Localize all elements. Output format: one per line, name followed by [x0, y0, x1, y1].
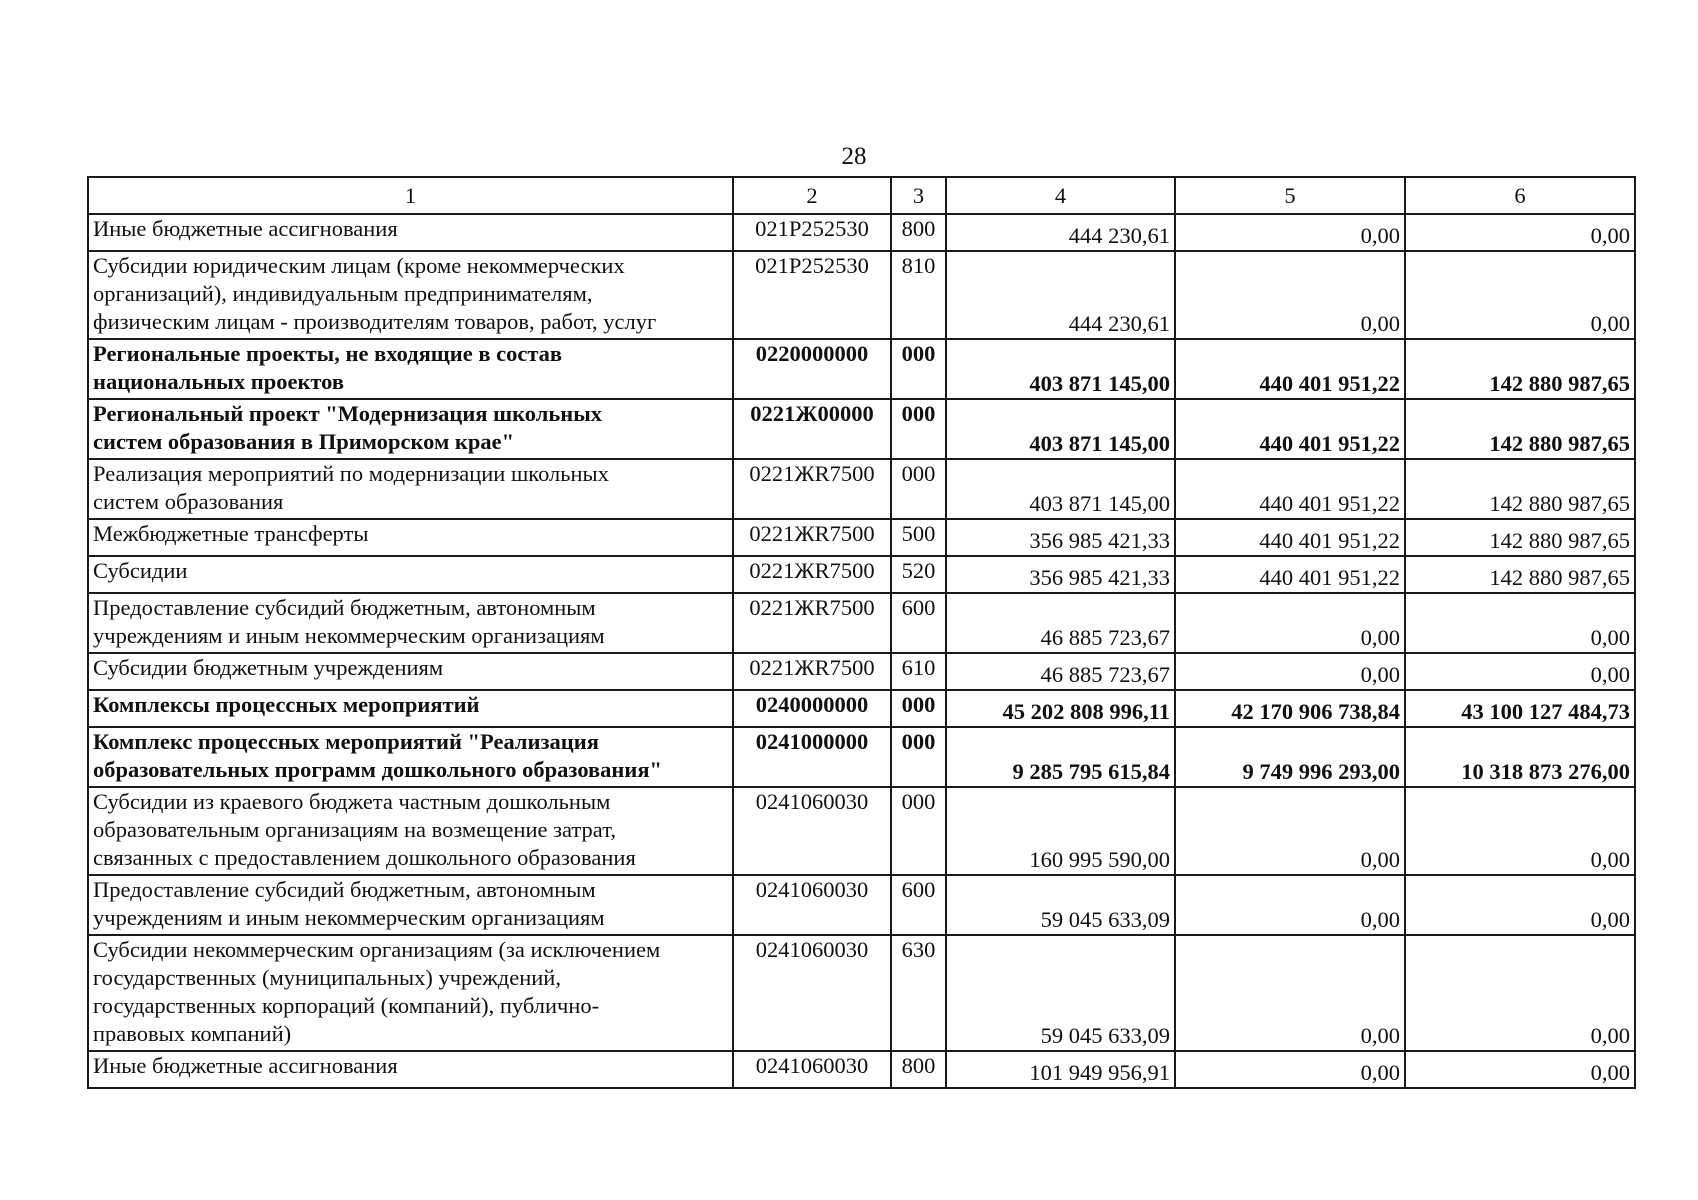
row-name-cell [88, 727, 733, 787]
row-code-cell: 0221ЖR7500 [733, 593, 891, 653]
row-name-line: Комплексы процессных мероприятий [93, 692, 480, 717]
row-type-cell: 000 [891, 787, 946, 875]
row-code-cell: 0221ЖR7500 [733, 459, 891, 519]
row-name-line: Реализация мероприятий по модернизации школьных [93, 461, 609, 486]
row-code-cell: 0241060030 [733, 787, 891, 875]
row-amount-col5: 440 401 951,22 [1175, 339, 1405, 399]
row-amount-col5: 0,00 [1175, 787, 1405, 875]
row-amount-col4: 46 885 723,67 [946, 653, 1175, 690]
row-code-cell: 0240000000 [733, 690, 891, 727]
row-name-line: Субсидии из краевого бюджета частным дошкольным [93, 789, 611, 814]
row-type-cell: 810 [891, 251, 946, 339]
table-row [88, 339, 1635, 399]
row-name-cell [88, 1051, 733, 1088]
row-type-cell: 520 [891, 556, 946, 593]
row-name-line: Иные бюджетные ассигнования [93, 1053, 398, 1078]
row-code-cell: 021P252530 [733, 214, 891, 251]
row-type-cell: 610 [891, 653, 946, 690]
row-type-cell: 800 [891, 1051, 946, 1088]
row-name-cell [88, 653, 733, 690]
row-name-line: национальных проектов [93, 369, 345, 394]
row-amount-col6: 142 880 987,65 [1405, 399, 1635, 459]
header-cell-1: 1 [88, 177, 733, 214]
row-name-cell [88, 459, 733, 519]
row-type-cell: 000 [891, 459, 946, 519]
row-name-line: образовательным организациям на возмещение затрат, [93, 817, 616, 842]
row-name-cell [88, 519, 733, 556]
row-amount-col5: 9 749 996 293,00 [1175, 727, 1405, 787]
header-cell-5: 5 [1175, 177, 1405, 214]
row-type-cell: 000 [891, 399, 946, 459]
row-name-line: Предоставление субсидий бюджетным, автономным [93, 877, 596, 902]
row-amount-col6: 0,00 [1405, 251, 1635, 339]
row-name-line: Межбюджетные трансферты [93, 521, 369, 546]
table-row [88, 593, 1635, 653]
row-name-cell [88, 556, 733, 593]
row-name-line: правовых компаний) [93, 1021, 292, 1046]
row-amount-col6: 0,00 [1405, 875, 1635, 935]
row-code-cell: 0221ЖR7500 [733, 556, 891, 593]
row-amount-col4: 46 885 723,67 [946, 593, 1175, 653]
row-amount-col4: 356 985 421,33 [946, 556, 1175, 593]
row-amount-col5: 0,00 [1175, 593, 1405, 653]
row-amount-col5: 0,00 [1175, 875, 1405, 935]
table-row [88, 519, 1635, 556]
row-name-line: Комплекс процессных мероприятий "Реализация [93, 729, 599, 754]
row-amount-col5: 440 401 951,22 [1175, 399, 1405, 459]
row-name-line: организаций), индивидуальным предпринимателям, [93, 281, 593, 306]
table-row [88, 787, 1635, 875]
row-amount-col5: 0,00 [1175, 251, 1405, 339]
page-number: 28 [841, 143, 867, 170]
row-amount-col5: 0,00 [1175, 653, 1405, 690]
row-code-cell: 021P252530 [733, 251, 891, 339]
header-cell-3: 3 [891, 177, 946, 214]
header-cell-6: 6 [1405, 177, 1635, 214]
row-amount-col5: 440 401 951,22 [1175, 519, 1405, 556]
row-amount-col4: 356 985 421,33 [946, 519, 1175, 556]
row-amount-col6: 0,00 [1405, 593, 1635, 653]
row-amount-col5: 440 401 951,22 [1175, 556, 1405, 593]
row-type-cell: 600 [891, 593, 946, 653]
row-amount-col5: 440 401 951,22 [1175, 459, 1405, 519]
row-amount-col6: 0,00 [1405, 653, 1635, 690]
row-name-line: Субсидии юридическим лицам (кроме некоммерческих [93, 253, 625, 278]
row-amount-col4: 444 230,61 [946, 251, 1175, 339]
row-amount-col4: 101 949 956,91 [946, 1051, 1175, 1088]
row-name-line: учреждениям и иным некоммерческим организациям [93, 905, 605, 930]
row-name-line: связанных с предоставлением дошкольного образования [93, 845, 636, 870]
row-amount-col4: 160 995 590,00 [946, 787, 1175, 875]
row-name-cell [88, 875, 733, 935]
table-row [88, 251, 1635, 339]
table-row [88, 214, 1635, 251]
row-name-cell [88, 935, 733, 1051]
row-amount-col6: 0,00 [1405, 787, 1635, 875]
row-amount-col4: 45 202 808 996,11 [946, 690, 1175, 727]
row-name-line: образовательных программ дошкольного образования" [93, 757, 663, 782]
row-type-cell: 630 [891, 935, 946, 1051]
row-name-line: Субсидии [93, 558, 188, 583]
row-name-line: Субсидии бюджетным учреждениям [93, 655, 444, 680]
row-code-cell: 0220000000 [733, 339, 891, 399]
row-name-line: Предоставление субсидий бюджетным, автономным [93, 595, 596, 620]
budget-table [87, 176, 1636, 1089]
row-amount-col4: 403 871 145,00 [946, 399, 1175, 459]
table-row [88, 459, 1635, 519]
row-name-line: систем образования [93, 489, 284, 514]
row-amount-col6: 0,00 [1405, 1051, 1635, 1088]
table-row [88, 875, 1635, 935]
row-amount-col4: 9 285 795 615,84 [946, 727, 1175, 787]
row-type-cell: 000 [891, 339, 946, 399]
row-amount-col5: 42 170 906 738,84 [1175, 690, 1405, 727]
row-amount-col6: 142 880 987,65 [1405, 519, 1635, 556]
row-name-line: физическим лицам - производителям товаров, работ, услуг [93, 309, 657, 334]
header-cell-2: 2 [733, 177, 891, 214]
row-type-cell: 000 [891, 727, 946, 787]
row-amount-col6: 0,00 [1405, 935, 1635, 1051]
row-name-line: государственных (муниципальных) учреждений, [93, 965, 561, 990]
row-amount-col4: 59 045 633,09 [946, 935, 1175, 1051]
row-amount-col6: 142 880 987,65 [1405, 459, 1635, 519]
row-code-cell: 0221ЖR7500 [733, 653, 891, 690]
table-row [88, 399, 1635, 459]
row-code-cell: 0241060030 [733, 935, 891, 1051]
table-row [88, 935, 1635, 1051]
row-name-line: Субсидии некоммерческим организациям (за исключением [93, 937, 661, 962]
row-name-line: систем образования в Приморском крае" [93, 429, 515, 454]
row-amount-col4: 403 871 145,00 [946, 339, 1175, 399]
row-amount-col5: 0,00 [1175, 1051, 1405, 1088]
row-name-cell [88, 214, 733, 251]
row-name-line: государственных корпораций (компаний), публично- [93, 993, 600, 1018]
row-amount-col6: 43 100 127 484,73 [1405, 690, 1635, 727]
row-name-line: Региональные проекты, не входящие в состав [93, 341, 563, 366]
table-row [88, 727, 1635, 787]
row-amount-col6: 10 318 873 276,00 [1405, 727, 1635, 787]
row-amount-col6: 142 880 987,65 [1405, 339, 1635, 399]
row-name-cell [88, 787, 733, 875]
table-header-row [88, 177, 1635, 214]
row-amount-col4: 444 230,61 [946, 214, 1175, 251]
row-type-cell: 500 [891, 519, 946, 556]
row-name-cell [88, 690, 733, 727]
row-amount-col5: 0,00 [1175, 935, 1405, 1051]
row-code-cell: 0221Ж00000 [733, 399, 891, 459]
row-name-cell [88, 399, 733, 459]
row-code-cell: 0241000000 [733, 727, 891, 787]
row-amount-col4: 403 871 145,00 [946, 459, 1175, 519]
row-name-line: учреждениям и иным некоммерческим организациям [93, 623, 605, 648]
row-code-cell: 0241060030 [733, 1051, 891, 1088]
table-row [88, 653, 1635, 690]
row-type-cell: 000 [891, 690, 946, 727]
row-name-line: Иные бюджетные ассигнования [93, 216, 398, 241]
table-row [88, 690, 1635, 727]
row-code-cell: 0221ЖR7500 [733, 519, 891, 556]
row-name-line: Региональный проект "Модернизация школьных [93, 401, 603, 426]
row-amount-col6: 0,00 [1405, 214, 1635, 251]
row-type-cell: 800 [891, 214, 946, 251]
row-type-cell: 600 [891, 875, 946, 935]
row-name-cell [88, 339, 733, 399]
row-amount-col6: 142 880 987,65 [1405, 556, 1635, 593]
table-row [88, 1051, 1635, 1088]
row-name-cell [88, 593, 733, 653]
header-cell-4: 4 [946, 177, 1175, 214]
row-amount-col5: 0,00 [1175, 214, 1405, 251]
row-amount-col4: 59 045 633,09 [946, 875, 1175, 935]
row-code-cell: 0241060030 [733, 875, 891, 935]
row-name-cell [88, 251, 733, 339]
table-row [88, 556, 1635, 593]
